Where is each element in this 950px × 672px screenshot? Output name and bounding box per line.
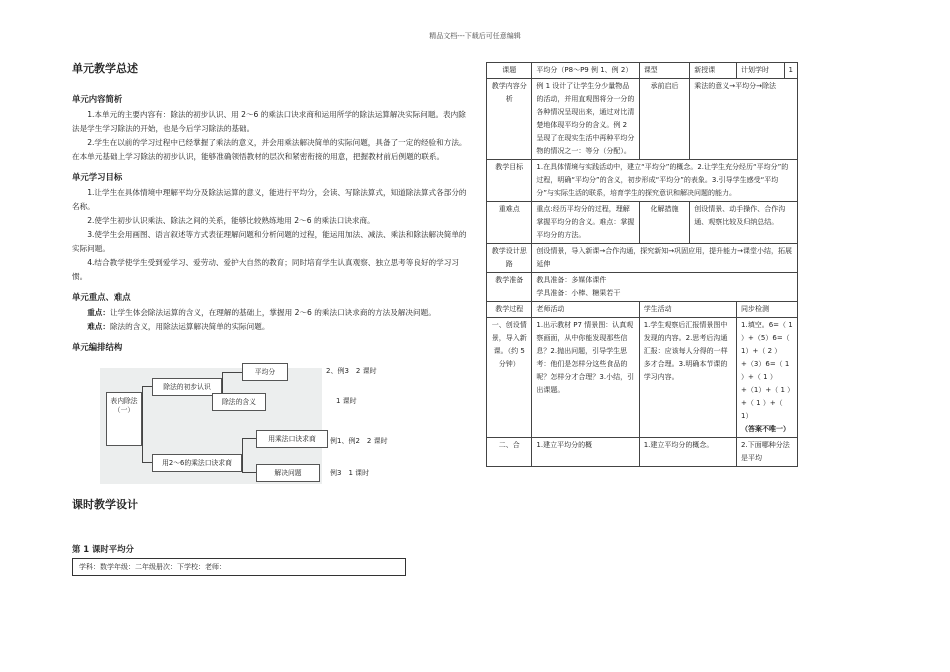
content-paragraph-2: 2.学生在以前的学习过程中已经掌握了乘法的意义，并会用乘法解决简单的实际问题，具备了一定的经验和方法。在本单元基础上学习除法的初步认识，能够准确领悟教材的层次和紧密衔接的用意，把握教材前后例题的联系。	[72, 138, 467, 161]
structure-heading: 单元编排结构	[72, 342, 123, 352]
cell-content-label: 教学内容分析	[487, 79, 532, 160]
cell-stage-2: 二、合	[487, 438, 532, 467]
cell-goals: 1.在具体情境与实践活动中，建立“平均分”的概念。2.让学生充分经历“平均分”的过程，明确“平均分”的含义，初步形成“平均分”的表象。3.引导学生感受“平均分”与实际生活的联系，培育学生的探究意识和解决问题的能力。	[532, 160, 798, 202]
page-header: 精品文档---下载后可任意编辑	[429, 32, 521, 40]
prep-learning-aids: 学具准备：小棒、糖果若干	[536, 289, 621, 297]
lesson-info-box: 学科：数学年级：二年级册次：下学校：老师：	[72, 558, 406, 576]
cell-stage-1-teacher: 1.出示教材 P7 情景图：认真观察画面，从中你能发现那些信息？2.抛出问题，引导学生思考：他们是怎样分这些食品的呢？怎样分才合理？3.小结，引出课题。	[532, 318, 639, 438]
cell-prep	[532, 273, 798, 302]
difficult-text: 除法的含义，用除法运算解决简单的实际问题。	[109, 322, 270, 331]
diagram-leaf-3: 用乘法口诀求商	[256, 430, 328, 448]
table-row	[487, 63, 798, 79]
diagram-note-3: 例1、例2 2 课时	[330, 437, 388, 445]
diagram-leaf-4: 解决问题	[256, 464, 320, 482]
table-row	[487, 318, 798, 438]
cell-student-header: 学生活动	[639, 302, 736, 318]
cell-hours: 1	[784, 63, 797, 79]
content-heading: 单元内容简析	[72, 94, 123, 104]
diagram-note-1: 2、例3 2 课时	[326, 367, 377, 375]
check-exercise: 1.填空。6=（ 1 ）+（5）6=（ 1）+（ 2 ）+（3）6=（ 1 ）+（ 1 ）+（1）+（ 1 ）+（ 1 ）+（ 1）	[741, 321, 797, 420]
cell-stage-1-student: 1.学生观察后汇报情景图中发现的内容。2.思考后沟通汇报：应该每人分得的一样多才合理。3.明确本节课的学习内容。	[639, 318, 736, 438]
cell-topic: 平均分（P8～P9 例 1、例 2）	[532, 63, 639, 79]
goal-1: 1.让学生在具体情境中理解平均分及除法运算的意义，能进行平均分，会读、写除法算式，知道除法算式各部分的名称。	[72, 188, 467, 211]
lesson-plan-table	[486, 62, 798, 467]
cell-key: 重点:经历平均分的过程，理解掌握平均分的含义。难点：掌握平均分的方法。	[532, 202, 639, 244]
unit-summary-title: 单元教学总述	[72, 62, 138, 75]
diagram-root: 表内除法（一）	[106, 392, 142, 446]
cell-stage-1-check	[737, 318, 798, 438]
cell-link-label: 承前启后	[639, 79, 690, 160]
table-row	[487, 244, 798, 273]
cell-prep-label: 教学准备	[487, 273, 532, 302]
table-row	[487, 202, 798, 244]
cell-measures: 创设情景、动手操作、合作沟通、观察比较及归纳总结。	[690, 202, 798, 244]
diagram-connector	[242, 438, 243, 472]
diagram-connector	[142, 386, 152, 387]
cell-goals-label: 教学目标	[487, 160, 532, 202]
lesson-design-title: 课时教学设计	[72, 498, 138, 511]
table-row	[487, 273, 798, 302]
diagram-note-2: 1 课时	[336, 397, 357, 405]
left-column	[72, 62, 467, 576]
cell-stage-2-check: 2.下面哪种分法是平均	[737, 438, 798, 467]
key-label: 重点：	[87, 308, 110, 317]
diagram-connector	[142, 386, 143, 462]
cell-type-label: 课型	[639, 63, 690, 79]
cell-design: 创设情景，导入新课→合作沟通，探究新知→巩固应用，提升能力→课堂小结，拓展延伸	[532, 244, 798, 273]
cell-measures-label: 化解措施	[639, 202, 690, 244]
structure-diagram	[72, 358, 467, 486]
diagram-branch-2: 用2～6的乘法口诀求商	[152, 454, 242, 472]
table-row	[487, 79, 798, 160]
goal-3: 3.使学生会用画图、语言叙述等方式表征理解问题和分析问题的过程，能运用加法、减法、乘法和除法解决简单的实际问题。	[72, 230, 467, 253]
prep-teaching-aids: 教具准备：多媒体课件	[536, 276, 607, 284]
diagram-connector	[142, 462, 152, 463]
cell-content: 例 1 设计了让学生分少量物品的活动，并用直观图将分一分的各种情况呈现出来，通过对比清楚地体现平均分的含义。例 2 呈现了在现实生活中再种平均分物的情况之一：等分（分配）。	[532, 79, 639, 160]
cell-stage-2-student: 1.建立平均分的概念。	[639, 438, 736, 467]
cell-check-header: 同步检测	[737, 302, 798, 318]
cell-design-label: 教学设计思路	[487, 244, 532, 273]
cell-key-label: 重难点	[487, 202, 532, 244]
difficult-label: 难点：	[87, 322, 110, 331]
diagram-connector	[242, 472, 256, 473]
cell-stage-1: 一、创设情景，导入新课。（约 5 分钟）	[487, 318, 532, 438]
key-point	[72, 306, 467, 320]
cell-teacher-header: 老师活动	[532, 302, 639, 318]
diagram-connector	[222, 372, 242, 373]
diagram-leaf-1: 平均分	[242, 363, 288, 381]
goal-2: 2.使学生初步认识乘法、除法之间的关系，能够比较熟练地用 2～6 的乘法口诀求商。	[87, 216, 375, 225]
cell-type: 新授课	[690, 63, 737, 79]
diagram-note-4: 例3 1 课时	[330, 469, 370, 477]
goals-heading: 单元学习目标	[72, 172, 123, 182]
table-row	[487, 438, 798, 467]
cell-link: 乘法的意义→平均分→除法	[690, 79, 798, 160]
table-row	[487, 160, 798, 202]
key-heading: 单元重点、难点	[72, 292, 131, 302]
diagram-branch-1: 除法的初步认识	[152, 378, 222, 396]
key-text: 让学生体会除法运算的含义，在理解的基础上，掌握用 2～6 的乘法口诀求商的方法及解决问题。	[109, 308, 436, 317]
cell-process-label: 教学过程	[487, 302, 532, 318]
content-paragraph-1: 1.本单元的主要内容有：除法的初步认识、用 2～6 的乘法口诀求商和运用所学的除法运算解决实际问题。表内除法是学生学习除法的开始，也是今后学习除法的基础。	[72, 110, 466, 133]
cell-hours-label: 计划学时	[737, 63, 784, 79]
goal-4: 4.结合教学使学生受到爱学习、爱劳动、爱护大自然的教育；同时培育学生认真观察、独立思考等良好的学习习惯。	[72, 258, 459, 281]
lesson-title: 第 1 课时平均分	[72, 544, 134, 554]
diagram-connector	[242, 438, 256, 439]
table-row	[487, 302, 798, 318]
check-note: （答案不唯一）	[741, 425, 791, 433]
diagram-leaf-2: 除法的含义	[212, 393, 266, 411]
difficult-point	[72, 320, 467, 334]
cell-stage-2-teacher: 1.建立平均分的概	[532, 438, 639, 467]
cell-topic-label: 课题	[487, 63, 532, 79]
